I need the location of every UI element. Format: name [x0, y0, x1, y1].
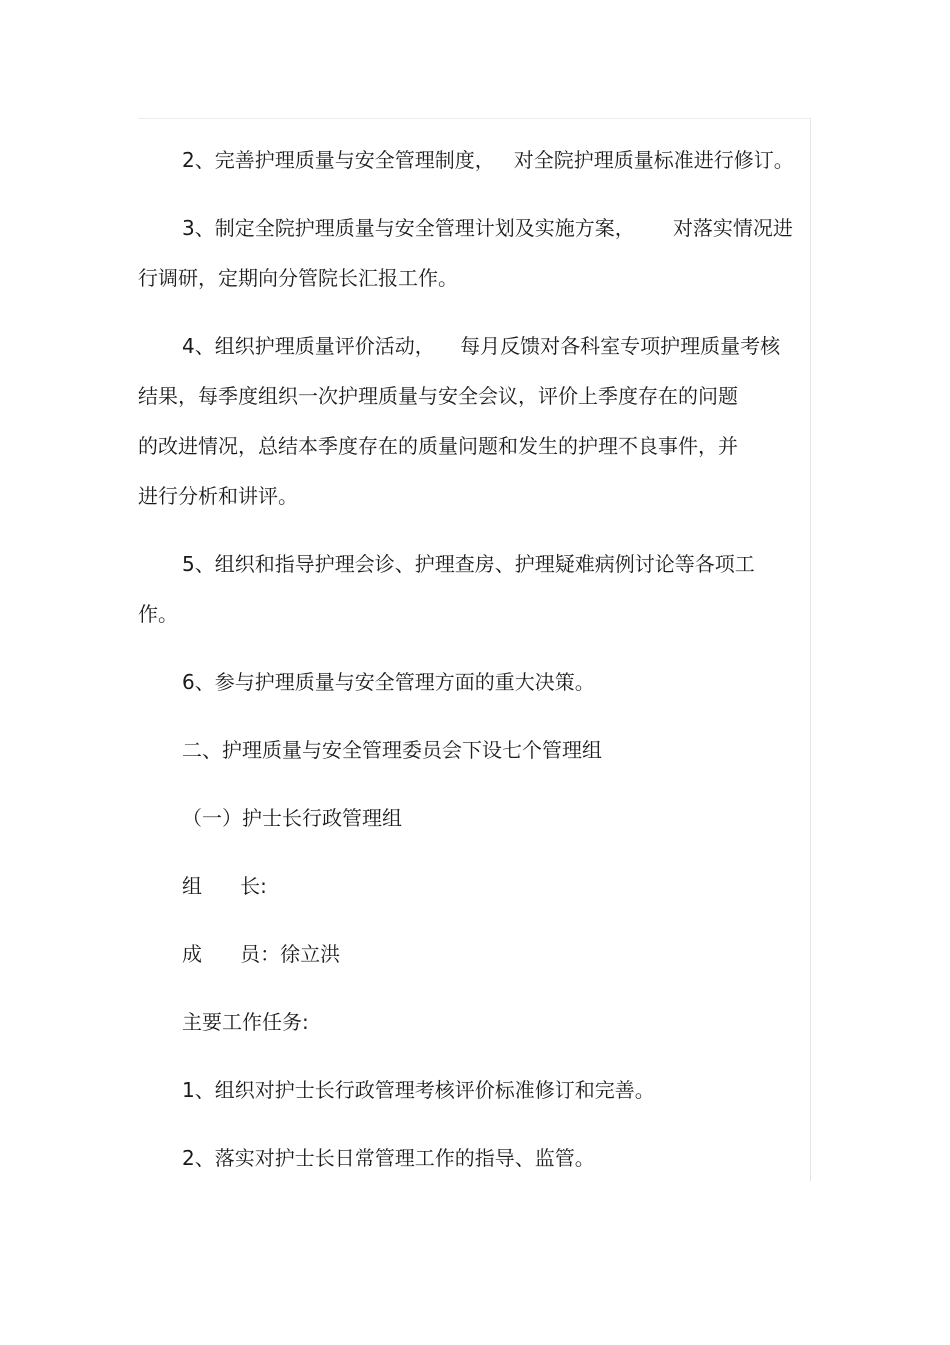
group-leader-label: 组 长: — [182, 874, 267, 898]
subsection-heading-1: （一）护士长行政管理组 — [182, 806, 402, 830]
paragraph-item-4-line-1: 4、组织护理质量评价活动， 每月反馈对各科室专项护理质量考核 — [182, 334, 781, 358]
paragraph-item-5-line-1: 5、组织和指导护理会诊、护理查房、护理疑难病例讨论等各项工 — [182, 552, 755, 576]
paragraph-item-2: 2、完善护理质量与安全管理制度， 对全院护理质量标准进行修订。 — [182, 148, 794, 172]
paragraph-item-3-line-1: 3、制定全院护理质量与安全管理计划及实施方案， 对落实情况进 — [182, 216, 793, 240]
task-item-1: 1、组织对护士长行政管理考核评价标准修订和完善。 — [182, 1078, 655, 1102]
paragraph-item-4-line-3: 的改进情况，总结本季度存在的质量问题和发生的护理不良事件，并 — [138, 434, 738, 458]
task-item-2: 2、落实对护士长日常管理工作的指导、监管。 — [182, 1146, 595, 1170]
paragraph-item-3-line-2: 行调研，定期向分管院长汇报工作。 — [138, 266, 458, 290]
section-heading-2: 二、护理质量与安全管理委员会下设七个管理组 — [182, 738, 602, 762]
main-tasks-heading: 主要工作任务: — [182, 1010, 309, 1034]
paragraph-item-4-line-4: 进行分析和讲评。 — [138, 484, 298, 508]
paragraph-item-6: 6、参与护理质量与安全管理方面的重大决策。 — [182, 670, 595, 694]
paragraph-item-4-line-2: 结果，每季度组织一次护理质量与安全会议，评价上季度存在的问题 — [138, 384, 738, 408]
paragraph-item-5-line-2: 作。 — [138, 602, 178, 626]
group-members-line: 成 员：徐立洪 — [182, 942, 341, 966]
